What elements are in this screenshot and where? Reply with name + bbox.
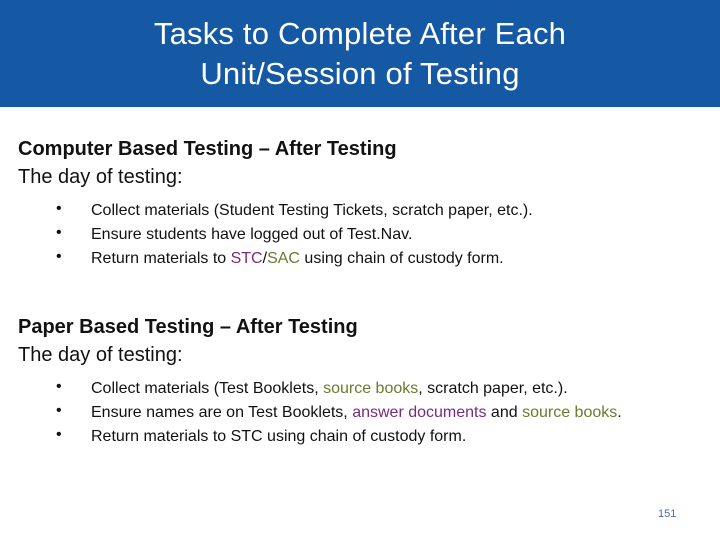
list-item: [18, 401, 622, 425]
bullet-icon: •: [56, 248, 62, 265]
list-item-text: Collect materials (Student Testing Tickets, scratch paper, etc.).: [91, 202, 533, 219]
paper-based-section: [18, 313, 622, 449]
bullet-list: [18, 199, 533, 271]
list-item: [18, 223, 533, 247]
list-item: [18, 247, 533, 271]
source-books-link[interactable]: source books: [323, 380, 419, 397]
answer-documents-link[interactable]: answer documents: [352, 404, 487, 421]
slide-title-line-1: Tasks to Complete After Each: [153, 15, 567, 51]
computer-based-section: [18, 135, 533, 271]
stc-link[interactable]: STC: [230, 250, 263, 267]
title-bar: [0, 0, 720, 107]
section-subheading: The day of testing:: [18, 166, 183, 188]
slash-text: /: [262, 250, 268, 267]
list-item: [18, 425, 622, 449]
bullet-icon: •: [56, 200, 62, 217]
list-item-text: using chain of custody form.: [299, 250, 504, 267]
list-item-text: .: [617, 404, 622, 421]
section-heading: Computer Based Testing – After Testing: [18, 138, 397, 160]
list-item-text: Ensure students have logged out of Test.Nav.: [91, 226, 413, 243]
slide-title-line-2: Unit/Session of Testing: [200, 55, 520, 91]
bullet-icon: •: [56, 402, 62, 419]
section-subheading: The day of testing:: [18, 344, 183, 366]
sac-link[interactable]: SAC: [267, 250, 300, 267]
source-books-link[interactable]: source books: [522, 404, 618, 421]
list-item-text: Return materials to STC using chain of custody form.: [91, 428, 467, 445]
list-item: [18, 377, 622, 401]
list-item-text: Return materials to: [91, 250, 231, 267]
list-item-text: and: [486, 404, 523, 421]
list-item-text: Ensure names are on Test Booklets,: [91, 404, 353, 421]
bullet-icon: •: [56, 426, 62, 443]
bullet-icon: •: [56, 378, 62, 395]
bullet-list: [18, 377, 622, 449]
section-heading: Paper Based Testing – After Testing: [18, 316, 358, 338]
list-item: [18, 199, 533, 223]
list-item-text: Collect materials (Test Booklets,: [91, 380, 324, 397]
list-item-text: , scratch paper, etc.).: [418, 380, 568, 397]
bullet-icon: •: [56, 224, 62, 241]
page-number: 151: [658, 508, 677, 520]
